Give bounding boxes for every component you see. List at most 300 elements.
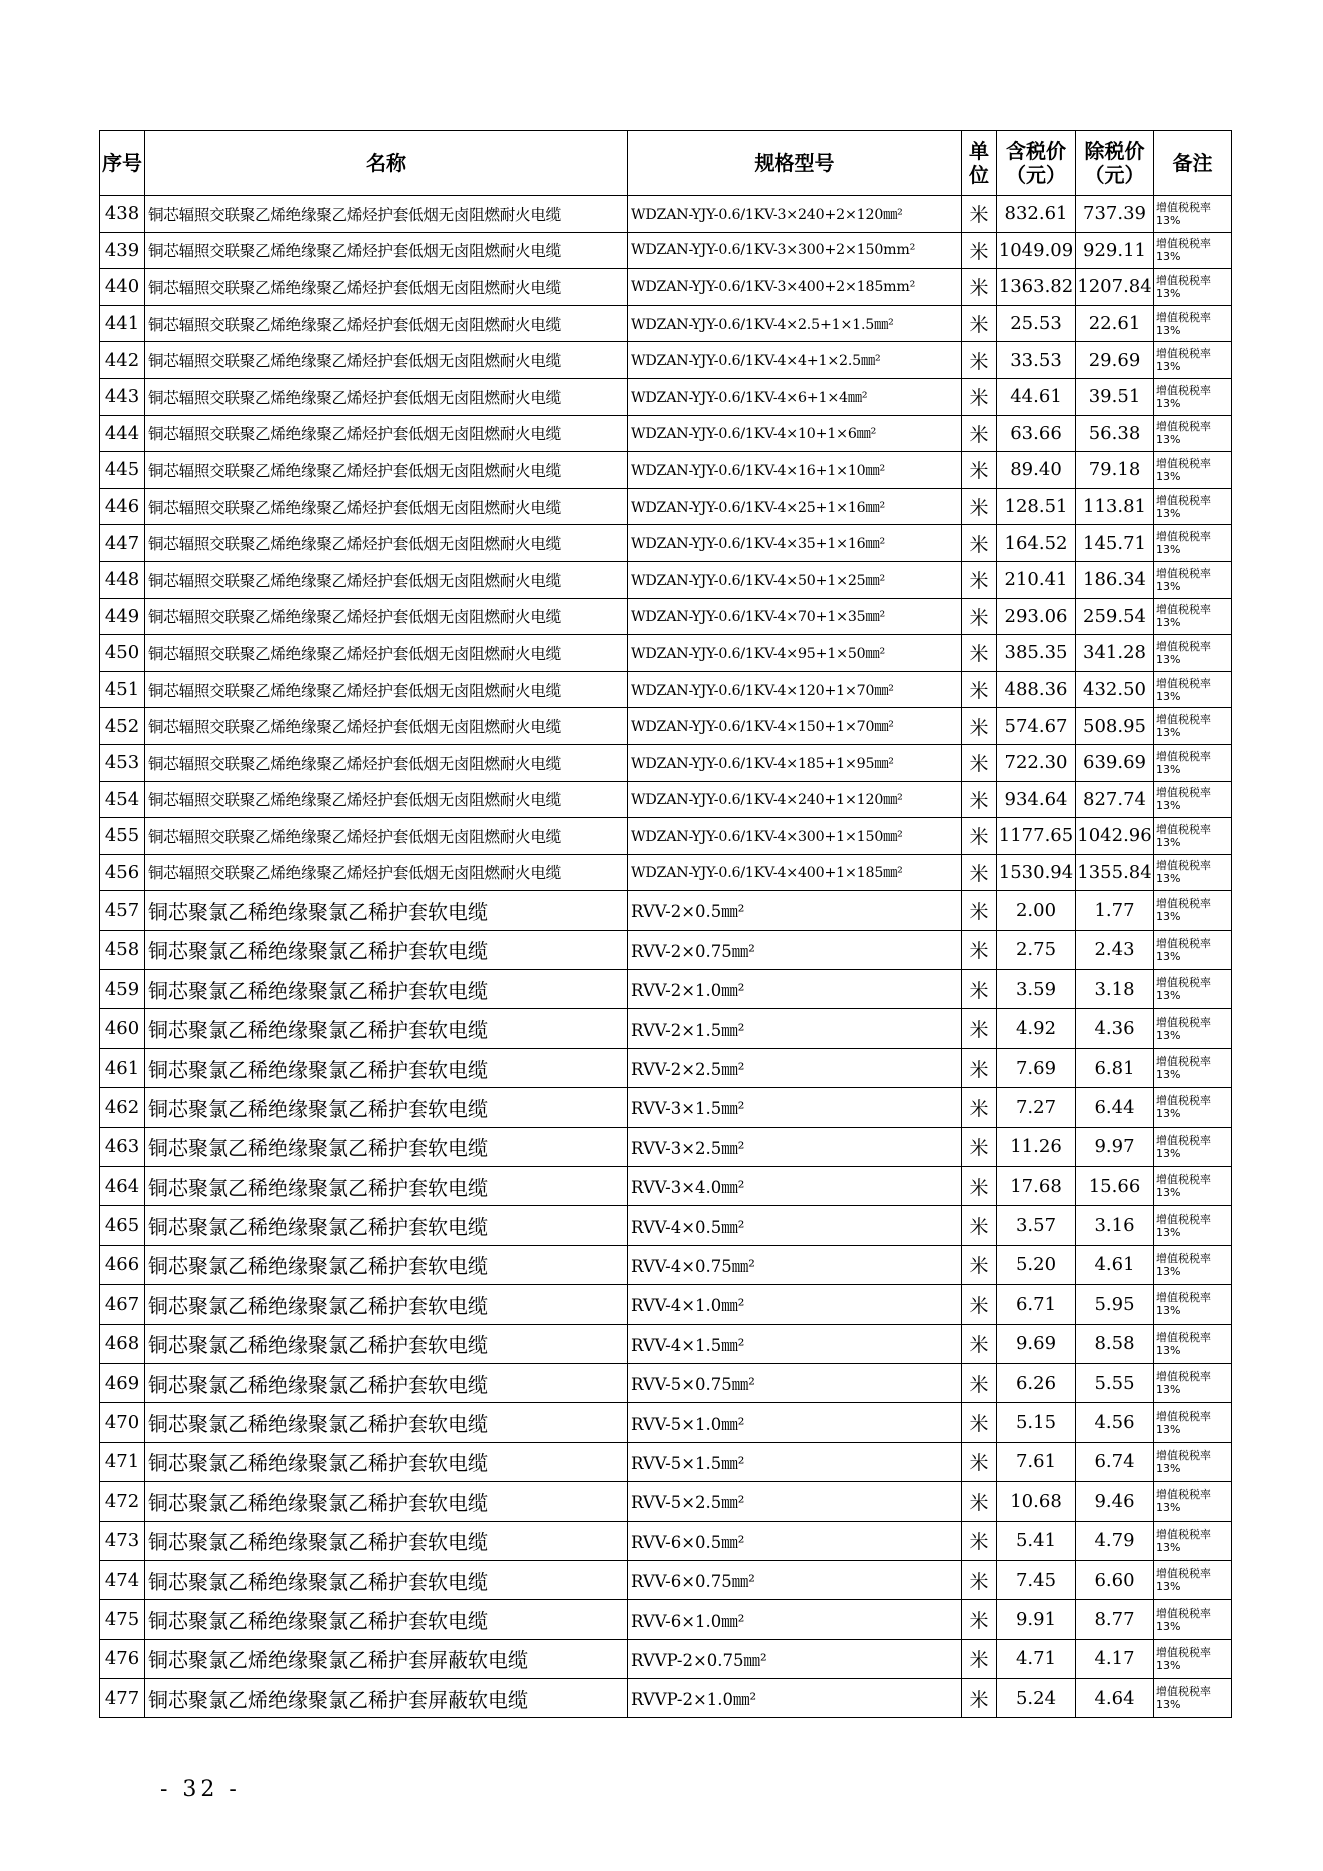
table-row [100, 232, 1232, 269]
cell-price-tax: 17.68 [997, 1167, 1076, 1206]
cell-unit: 米 [962, 1521, 997, 1560]
table-row [100, 1442, 1232, 1481]
table-row [100, 1600, 1232, 1639]
cell-price-tax: 9.69 [997, 1324, 1076, 1363]
cell-no: 443 [100, 378, 145, 415]
cell-unit: 米 [962, 269, 997, 306]
cell-price-notax: 113.81 [1076, 488, 1154, 525]
cell-unit: 米 [962, 1560, 997, 1599]
table-row [100, 1048, 1232, 1087]
cell-note: 增值税税率13% [1154, 930, 1232, 969]
cell-no: 475 [100, 1600, 145, 1639]
cell-price-tax: 5.15 [997, 1403, 1076, 1442]
cell-note: 增值税税率13% [1154, 232, 1232, 269]
table-row [100, 561, 1232, 598]
cell-unit: 米 [962, 1127, 997, 1166]
cell-no: 460 [100, 1009, 145, 1048]
cell-note: 增值税税率13% [1154, 1679, 1232, 1718]
table-row [100, 598, 1232, 635]
table-row [100, 378, 1232, 415]
cell-price-tax: 5.41 [997, 1521, 1076, 1560]
cell-unit: 米 [962, 1167, 997, 1206]
table-row [100, 525, 1232, 562]
cell-price-tax: 7.45 [997, 1560, 1076, 1599]
cell-no: 442 [100, 342, 145, 379]
cell-price-tax: 1530.94 [997, 854, 1076, 891]
table-row [100, 744, 1232, 781]
cell-price-notax: 4.79 [1076, 1521, 1154, 1560]
cell-price-notax: 508.95 [1076, 708, 1154, 745]
cell-spec: WDZAN-YJY-0.6/1KV-4×400+1×185㎜² [628, 854, 962, 891]
cell-spec: RVV-3×4.0㎜² [628, 1167, 962, 1206]
cell-price-tax: 3.59 [997, 970, 1076, 1009]
cell-no: 455 [100, 818, 145, 855]
cell-unit: 米 [962, 891, 997, 930]
cell-no: 440 [100, 269, 145, 306]
cell-price-notax: 1.77 [1076, 891, 1154, 930]
cell-price-tax: 9.91 [997, 1600, 1076, 1639]
cell-unit: 米 [962, 818, 997, 855]
cell-price-notax: 4.61 [1076, 1245, 1154, 1284]
cell-unit: 米 [962, 1442, 997, 1481]
table-row [100, 1324, 1232, 1363]
table-row [100, 854, 1232, 891]
cell-no: 457 [100, 891, 145, 930]
cell-price-notax: 6.44 [1076, 1088, 1154, 1127]
table-row [100, 1679, 1232, 1718]
cell-price-notax: 79.18 [1076, 452, 1154, 489]
cell-name: 铜芯聚氯乙稀绝缘聚氯乙稀护套软电缆 [145, 1442, 628, 1481]
cell-name: 铜芯辐照交联聚乙烯绝缘聚乙烯烃护套低烟无卤阻燃耐火电缆 [145, 452, 628, 489]
cell-unit: 米 [962, 970, 997, 1009]
cell-no: 467 [100, 1285, 145, 1324]
cell-note: 增值税税率13% [1154, 1600, 1232, 1639]
cell-price-tax: 574.67 [997, 708, 1076, 745]
cell-price-tax: 4.71 [997, 1639, 1076, 1678]
cell-no: 451 [100, 671, 145, 708]
table-row [100, 781, 1232, 818]
cell-unit: 米 [962, 1285, 997, 1324]
cell-note: 增值税税率13% [1154, 1206, 1232, 1245]
cell-unit: 米 [962, 1009, 997, 1048]
cell-no: 468 [100, 1324, 145, 1363]
cell-unit: 米 [962, 525, 997, 562]
cell-spec: RVV-5×1.0㎜² [628, 1403, 962, 1442]
cell-name: 铜芯聚氯乙稀绝缘聚氯乙稀护套软电缆 [145, 1600, 628, 1639]
cell-note: 增值税税率13% [1154, 708, 1232, 745]
cell-name: 铜芯辐照交联聚乙烯绝缘聚乙烯烃护套低烟无卤阻燃耐火电缆 [145, 781, 628, 818]
cell-price-tax: 128.51 [997, 488, 1076, 525]
cell-price-tax: 722.30 [997, 744, 1076, 781]
cell-price-notax: 9.46 [1076, 1482, 1154, 1521]
cell-price-notax: 4.17 [1076, 1639, 1154, 1678]
cell-name: 铜芯聚氯乙稀绝缘聚氯乙稀护套软电缆 [145, 1009, 628, 1048]
table-row [100, 1560, 1232, 1599]
cell-no: 469 [100, 1363, 145, 1402]
cell-name: 铜芯辐照交联聚乙烯绝缘聚乙烯烃护套低烟无卤阻燃耐火电缆 [145, 671, 628, 708]
cell-price-notax: 6.74 [1076, 1442, 1154, 1481]
cell-price-notax: 8.77 [1076, 1600, 1154, 1639]
table-row [100, 1363, 1232, 1402]
cell-note: 增值税税率13% [1154, 1285, 1232, 1324]
cell-price-tax: 1177.65 [997, 818, 1076, 855]
cell-spec: RVVP-2×0.75㎜² [628, 1639, 962, 1678]
cell-price-notax: 2.43 [1076, 930, 1154, 969]
cell-spec: WDZAN-YJY-0.6/1KV-4×50+1×25㎜² [628, 561, 962, 598]
cell-price-tax: 164.52 [997, 525, 1076, 562]
cell-spec: RVV-2×0.5㎜² [628, 891, 962, 930]
cell-no: 466 [100, 1245, 145, 1284]
table-row [100, 671, 1232, 708]
cell-name: 铜芯辐照交联聚乙烯绝缘聚乙烯烃护套低烟无卤阻燃耐火电缆 [145, 854, 628, 891]
cell-price-notax: 3.18 [1076, 970, 1154, 1009]
table-row [100, 415, 1232, 452]
cell-note: 增值税税率13% [1154, 1088, 1232, 1127]
cell-price-tax: 6.71 [997, 1285, 1076, 1324]
cell-spec: WDZAN-YJY-0.6/1KV-4×120+1×70㎜² [628, 671, 962, 708]
cell-name: 铜芯辐照交联聚乙烯绝缘聚乙烯烃护套低烟无卤阻燃耐火电缆 [145, 635, 628, 672]
cell-price-notax: 341.28 [1076, 635, 1154, 672]
cell-no: 462 [100, 1088, 145, 1127]
cell-price-notax: 6.60 [1076, 1560, 1154, 1599]
cell-spec: RVV-5×1.5㎜² [628, 1442, 962, 1481]
cell-spec: RVVP-2×1.0㎜² [628, 1679, 962, 1718]
cell-name: 铜芯辐照交联聚乙烯绝缘聚乙烯烃护套低烟无卤阻燃耐火电缆 [145, 269, 628, 306]
table-row [100, 1088, 1232, 1127]
cell-price-notax: 39.51 [1076, 378, 1154, 415]
cell-name: 铜芯聚氯乙稀绝缘聚氯乙稀护套软电缆 [145, 1167, 628, 1206]
cell-price-tax: 5.24 [997, 1679, 1076, 1718]
page-number: - 32 - [160, 1777, 241, 1802]
cell-price-notax: 4.56 [1076, 1403, 1154, 1442]
cell-no: 459 [100, 970, 145, 1009]
cell-unit: 米 [962, 342, 997, 379]
cell-spec: WDZAN-YJY-0.6/1KV-4×2.5+1×1.5㎜² [628, 305, 962, 342]
cell-price-notax: 4.36 [1076, 1009, 1154, 1048]
table-row [100, 1521, 1232, 1560]
cell-unit: 米 [962, 1482, 997, 1521]
cell-price-notax: 432.50 [1076, 671, 1154, 708]
cell-name: 铜芯聚氯乙稀绝缘聚氯乙稀护套软电缆 [145, 1245, 628, 1284]
cell-note: 增值税税率13% [1154, 818, 1232, 855]
cell-note: 增值税税率13% [1154, 744, 1232, 781]
cell-no: 446 [100, 488, 145, 525]
cell-note: 增值税税率13% [1154, 1560, 1232, 1599]
cell-price-notax: 145.71 [1076, 525, 1154, 562]
cell-name: 铜芯辐照交联聚乙烯绝缘聚乙烯烃护套低烟无卤阻燃耐火电缆 [145, 708, 628, 745]
table-row [100, 488, 1232, 525]
cell-price-tax: 1363.82 [997, 269, 1076, 306]
cell-name: 铜芯辐照交联聚乙烯绝缘聚乙烯烃护套低烟无卤阻燃耐火电缆 [145, 488, 628, 525]
cell-name: 铜芯辐照交联聚乙烯绝缘聚乙烯烃护套低烟无卤阻燃耐火电缆 [145, 232, 628, 269]
cell-spec: RVV-2×1.5㎜² [628, 1009, 962, 1048]
cell-note: 增值税税率13% [1154, 196, 1232, 233]
cell-note: 增值税税率13% [1154, 269, 1232, 306]
cell-spec: RVV-4×0.5㎜² [628, 1206, 962, 1245]
cell-price-notax: 56.38 [1076, 415, 1154, 452]
cell-price-tax: 934.64 [997, 781, 1076, 818]
cell-price-notax: 6.81 [1076, 1048, 1154, 1087]
cell-note: 增值税税率13% [1154, 415, 1232, 452]
cell-price-notax: 5.95 [1076, 1285, 1154, 1324]
table-row [100, 452, 1232, 489]
cell-name: 铜芯辐照交联聚乙烯绝缘聚乙烯烃护套低烟无卤阻燃耐火电缆 [145, 598, 628, 635]
cell-name: 铜芯聚氯乙稀绝缘聚氯乙稀护套软电缆 [145, 1521, 628, 1560]
table-row [100, 1639, 1232, 1678]
header-note: 备注 [1154, 131, 1232, 196]
cell-price-notax: 4.64 [1076, 1679, 1154, 1718]
cell-spec: WDZAN-YJY-0.6/1KV-4×185+1×95㎜² [628, 744, 962, 781]
cell-spec: WDZAN-YJY-0.6/1KV-4×4+1×2.5㎜² [628, 342, 962, 379]
cell-spec: WDZAN-YJY-0.6/1KV-4×25+1×16㎜² [628, 488, 962, 525]
cell-name: 铜芯聚氯乙烯绝缘聚氯乙稀护套屏蔽软电缆 [145, 1679, 628, 1718]
cell-unit: 米 [962, 708, 997, 745]
cell-note: 增值税税率13% [1154, 1127, 1232, 1166]
cell-unit: 米 [962, 1600, 997, 1639]
cell-unit: 米 [962, 635, 997, 672]
cell-price-notax: 639.69 [1076, 744, 1154, 781]
cell-no: 461 [100, 1048, 145, 1087]
cell-spec: RVV-6×0.75㎜² [628, 1560, 962, 1599]
table-row [100, 1167, 1232, 1206]
header-spec: 规格型号 [628, 131, 962, 196]
cell-unit: 米 [962, 1679, 997, 1718]
cell-no: 438 [100, 196, 145, 233]
cell-unit: 米 [962, 1324, 997, 1363]
cell-note: 增值税税率13% [1154, 1245, 1232, 1284]
cell-name: 铜芯聚氯乙稀绝缘聚氯乙稀护套软电缆 [145, 970, 628, 1009]
cell-note: 增值税税率13% [1154, 854, 1232, 891]
cell-price-notax: 9.97 [1076, 1127, 1154, 1166]
table-row [100, 1009, 1232, 1048]
cell-spec: WDZAN-YJY-0.6/1KV-3×400+2×185mm² [628, 269, 962, 306]
cell-price-tax: 63.66 [997, 415, 1076, 452]
table-row [100, 196, 1232, 233]
cell-name: 铜芯辐照交联聚乙烯绝缘聚乙烯烃护套低烟无卤阻燃耐火电缆 [145, 525, 628, 562]
table-row [100, 930, 1232, 969]
cell-name: 铜芯聚氯乙稀绝缘聚氯乙稀护套软电缆 [145, 1403, 628, 1442]
cell-note: 增值税税率13% [1154, 1442, 1232, 1481]
cell-name: 铜芯聚氯乙稀绝缘聚氯乙稀护套软电缆 [145, 1127, 628, 1166]
cell-price-tax: 2.00 [997, 891, 1076, 930]
cell-unit: 米 [962, 1403, 997, 1442]
cell-spec: WDZAN-YJY-0.6/1KV-4×150+1×70㎜² [628, 708, 962, 745]
cell-no: 444 [100, 415, 145, 452]
cell-name: 铜芯辐照交联聚乙烯绝缘聚乙烯烃护套低烟无卤阻燃耐火电缆 [145, 818, 628, 855]
cell-price-tax: 210.41 [997, 561, 1076, 598]
cell-spec: RVV-6×1.0㎜² [628, 1600, 962, 1639]
cell-price-notax: 29.69 [1076, 342, 1154, 379]
table-row [100, 708, 1232, 745]
header-unit: 单位 [962, 131, 997, 196]
table-row [100, 1285, 1232, 1324]
cell-name: 铜芯辐照交联聚乙烯绝缘聚乙烯烃护套低烟无卤阻燃耐火电缆 [145, 305, 628, 342]
cell-note: 增值税税率13% [1154, 781, 1232, 818]
cell-price-notax: 827.74 [1076, 781, 1154, 818]
cell-note: 增值税税率13% [1154, 1403, 1232, 1442]
cell-no: 453 [100, 744, 145, 781]
cell-spec: WDZAN-YJY-0.6/1KV-4×300+1×150㎜² [628, 818, 962, 855]
cell-spec: RVV-5×2.5㎜² [628, 1482, 962, 1521]
cell-note: 增值税税率13% [1154, 891, 1232, 930]
cell-unit: 米 [962, 781, 997, 818]
cell-no: 463 [100, 1127, 145, 1166]
cell-name: 铜芯聚氯乙稀绝缘聚氯乙稀护套软电缆 [145, 1560, 628, 1599]
cell-price-notax: 1207.84 [1076, 269, 1154, 306]
cell-name: 铜芯辐照交联聚乙烯绝缘聚乙烯烃护套低烟无卤阻燃耐火电缆 [145, 561, 628, 598]
header-name: 名称 [145, 131, 628, 196]
price-table [99, 130, 1232, 1718]
cell-unit: 米 [962, 415, 997, 452]
cell-price-tax: 2.75 [997, 930, 1076, 969]
cell-spec: RVV-2×2.5㎜² [628, 1048, 962, 1087]
cell-spec: RVV-4×1.0㎜² [628, 1285, 962, 1324]
cell-price-tax: 6.26 [997, 1363, 1076, 1402]
cell-no: 456 [100, 854, 145, 891]
cell-note: 增值税税率13% [1154, 525, 1232, 562]
table-row [100, 342, 1232, 379]
cell-price-tax: 7.27 [997, 1088, 1076, 1127]
cell-note: 增值税税率13% [1154, 1521, 1232, 1560]
cell-unit: 米 [962, 671, 997, 708]
cell-no: 472 [100, 1482, 145, 1521]
cell-name: 铜芯辐照交联聚乙烯绝缘聚乙烯烃护套低烟无卤阻燃耐火电缆 [145, 744, 628, 781]
table-row [100, 970, 1232, 1009]
table-row [100, 635, 1232, 672]
cell-unit: 米 [962, 1206, 997, 1245]
cell-name: 铜芯聚氯乙稀绝缘聚氯乙稀护套软电缆 [145, 1285, 628, 1324]
cell-no: 476 [100, 1639, 145, 1678]
cell-no: 441 [100, 305, 145, 342]
cell-spec: WDZAN-YJY-0.6/1KV-4×35+1×16㎜² [628, 525, 962, 562]
header-price-notax: 除税价（元） [1076, 131, 1154, 196]
cell-spec: RVV-6×0.5㎜² [628, 1521, 962, 1560]
cell-no: 445 [100, 452, 145, 489]
cell-no: 454 [100, 781, 145, 818]
cell-name: 铜芯聚氯乙稀绝缘聚氯乙稀护套软电缆 [145, 1206, 628, 1245]
table-row [100, 891, 1232, 930]
cell-price-notax: 929.11 [1076, 232, 1154, 269]
cell-unit: 米 [962, 930, 997, 969]
header-no: 序号 [100, 131, 145, 196]
cell-note: 增值税税率13% [1154, 1482, 1232, 1521]
cell-unit: 米 [962, 1639, 997, 1678]
cell-note: 增值税税率13% [1154, 671, 1232, 708]
cell-name: 铜芯聚氯乙稀绝缘聚氯乙稀护套软电缆 [145, 891, 628, 930]
cell-no: 448 [100, 561, 145, 598]
cell-no: 477 [100, 1679, 145, 1718]
cell-spec: RVV-3×2.5㎜² [628, 1127, 962, 1166]
table-row [100, 1403, 1232, 1442]
cell-name: 铜芯聚氯乙稀绝缘聚氯乙稀护套软电缆 [145, 1363, 628, 1402]
cell-no: 471 [100, 1442, 145, 1481]
cell-price-tax: 3.57 [997, 1206, 1076, 1245]
cell-note: 增值税税率13% [1154, 305, 1232, 342]
cell-price-notax: 1355.84 [1076, 854, 1154, 891]
cell-note: 增值税税率13% [1154, 1363, 1232, 1402]
cell-price-tax: 488.36 [997, 671, 1076, 708]
cell-no: 465 [100, 1206, 145, 1245]
cell-no: 470 [100, 1403, 145, 1442]
cell-note: 增值税税率13% [1154, 342, 1232, 379]
table-row [100, 1206, 1232, 1245]
cell-spec: WDZAN-YJY-0.6/1KV-4×70+1×35㎜² [628, 598, 962, 635]
cell-unit: 米 [962, 488, 997, 525]
cell-unit: 米 [962, 744, 997, 781]
cell-note: 增值税税率13% [1154, 598, 1232, 635]
cell-price-tax: 832.61 [997, 196, 1076, 233]
cell-note: 增值税税率13% [1154, 1167, 1232, 1206]
cell-name: 铜芯聚氯乙稀绝缘聚氯乙稀护套软电缆 [145, 1482, 628, 1521]
cell-note: 增值税税率13% [1154, 1048, 1232, 1087]
table-row [100, 305, 1232, 342]
cell-price-tax: 4.92 [997, 1009, 1076, 1048]
cell-name: 铜芯聚氯乙烯绝缘聚氯乙稀护套屏蔽软电缆 [145, 1639, 628, 1678]
cell-no: 473 [100, 1521, 145, 1560]
cell-note: 增值税税率13% [1154, 378, 1232, 415]
cell-unit: 米 [962, 452, 997, 489]
cell-spec: WDZAN-YJY-0.6/1KV-4×95+1×50㎜² [628, 635, 962, 672]
cell-note: 增值税税率13% [1154, 561, 1232, 598]
cell-note: 增值税税率13% [1154, 488, 1232, 525]
cell-no: 439 [100, 232, 145, 269]
cell-note: 增值税税率13% [1154, 970, 1232, 1009]
cell-price-notax: 5.55 [1076, 1363, 1154, 1402]
cell-price-tax: 5.20 [997, 1245, 1076, 1284]
cell-unit: 米 [962, 305, 997, 342]
cell-spec: WDZAN-YJY-0.6/1KV-3×240+2×120㎜² [628, 196, 962, 233]
table-header-row [100, 131, 1232, 196]
cell-name: 铜芯聚氯乙稀绝缘聚氯乙稀护套软电缆 [145, 1088, 628, 1127]
cell-price-tax: 10.68 [997, 1482, 1076, 1521]
cell-name: 铜芯聚氯乙稀绝缘聚氯乙稀护套软电缆 [145, 930, 628, 969]
cell-spec: WDZAN-YJY-0.6/1KV-3×300+2×150mm² [628, 232, 962, 269]
cell-no: 474 [100, 1560, 145, 1599]
cell-spec: WDZAN-YJY-0.6/1KV-4×10+1×6㎜² [628, 415, 962, 452]
cell-price-notax: 22.61 [1076, 305, 1154, 342]
cell-price-notax: 1042.96 [1076, 818, 1154, 855]
cell-price-notax: 15.66 [1076, 1167, 1154, 1206]
cell-no: 458 [100, 930, 145, 969]
cell-spec: WDZAN-YJY-0.6/1KV-4×6+1×4㎜² [628, 378, 962, 415]
cell-unit: 米 [962, 1048, 997, 1087]
cell-unit: 米 [962, 1088, 997, 1127]
cell-spec: RVV-2×0.75㎜² [628, 930, 962, 969]
cell-unit: 米 [962, 232, 997, 269]
cell-price-tax: 385.35 [997, 635, 1076, 672]
cell-unit: 米 [962, 1363, 997, 1402]
cell-note: 增值税税率13% [1154, 452, 1232, 489]
cell-spec: RVV-4×0.75㎜² [628, 1245, 962, 1284]
cell-name: 铜芯聚氯乙稀绝缘聚氯乙稀护套软电缆 [145, 1324, 628, 1363]
cell-spec: RVV-3×1.5㎜² [628, 1088, 962, 1127]
cell-spec: RVV-5×0.75㎜² [628, 1363, 962, 1402]
table-body [100, 196, 1232, 1718]
cell-price-tax: 33.53 [997, 342, 1076, 379]
cell-unit: 米 [962, 561, 997, 598]
cell-price-notax: 737.39 [1076, 196, 1154, 233]
cell-spec: RVV-4×1.5㎜² [628, 1324, 962, 1363]
cell-note: 增值税税率13% [1154, 1324, 1232, 1363]
cell-price-notax: 8.58 [1076, 1324, 1154, 1363]
cell-note: 增值税税率13% [1154, 635, 1232, 672]
cell-name: 铜芯辐照交联聚乙烯绝缘聚乙烯烃护套低烟无卤阻燃耐火电缆 [145, 342, 628, 379]
cell-no: 450 [100, 635, 145, 672]
cell-note: 增值税税率13% [1154, 1639, 1232, 1678]
header-price-tax: 含税价（元） [997, 131, 1076, 196]
cell-name: 铜芯辐照交联聚乙烯绝缘聚乙烯烃护套低烟无卤阻燃耐火电缆 [145, 196, 628, 233]
cell-name: 铜芯辐照交联聚乙烯绝缘聚乙烯烃护套低烟无卤阻燃耐火电缆 [145, 415, 628, 452]
